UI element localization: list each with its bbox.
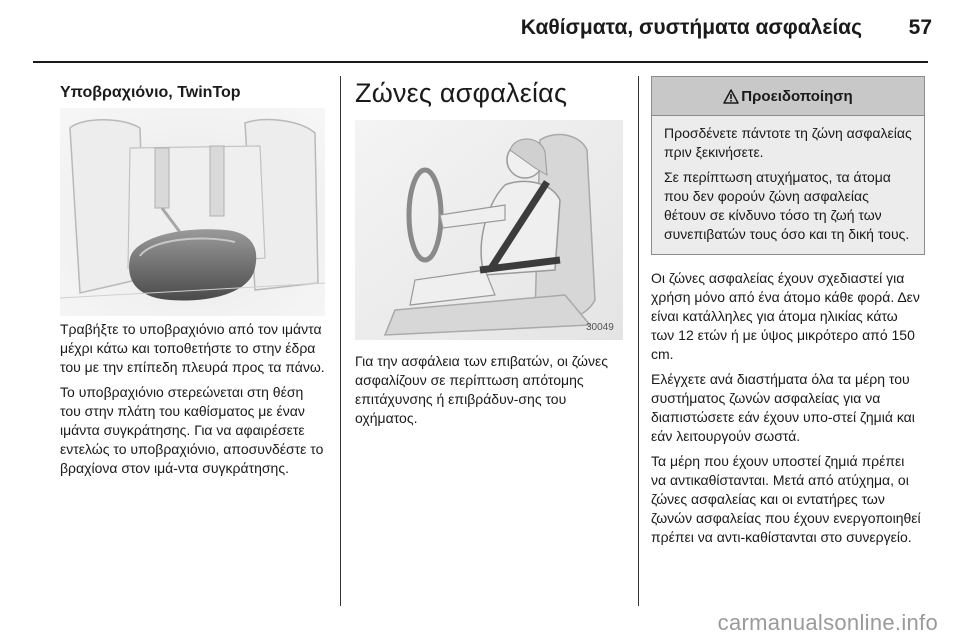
seatbelt-info-text — [651, 269, 923, 547]
page-header-title: Καθίσματα, συστήματα ασφαλείας — [520, 16, 862, 39]
warning-header — [652, 77, 924, 116]
column-armrest — [60, 76, 325, 102]
column-divider-2 — [638, 76, 639, 606]
armrest-paragraph-2: Το υποβραχιόνιο στερεώνεται στη θέση του στην πλάτη του καθίσματος με έναν ιμάντα συγκράτησης. Για να αφαιρέσετε εντελώς το υποβραχιόνιο, αποσυνδέστε το βραχίονα στον ιμά-ντα συγκράτησης. — [60, 384, 324, 476]
column-seatbelts — [355, 76, 623, 109]
warning-title: Προειδοποίηση — [741, 87, 853, 105]
seatbelts-text — [355, 352, 623, 428]
watermark: carmanualsonline.info — [717, 610, 938, 635]
info-paragraph-2: Ελέγχετε ανά διαστήματα όλα τα μέρη του συστήματος ζωνών ασφαλείας για να διαπιστώσετε εάν έχουν υπο-στεί ζημιά και εάν λειτουργούν σωστά. — [651, 371, 915, 444]
armrest-illustration — [60, 108, 325, 316]
armrest-heading: Υποβραχιόνιο, TwinTop — [60, 84, 241, 101]
info-paragraph-3: Τα μέρη που έχουν υποστεί ζημιά πρέπει να αντικαθίστανται. Μετά από ατύχημα, οι ζώνες ασφαλείας και οι εντατήρες των ζωνών ασφαλείας που έχουν ενεργοποιηθεί πρέπει να αντι-καθίστανται στο συνεργείο. — [651, 453, 921, 545]
info-paragraph-1: Οι ζώνες ασφαλείας έχουν σχεδιαστεί για χρήση μόνο από ένα άτομο κάθε φορά. Δεν είναι κατάλληλες για άτομα ηλικίας κάτω των 12 ετών ή με ύψος μικρότερο από 150 cm. — [651, 270, 920, 362]
seatbelts-heading: Ζώνες ασφαλείας — [355, 78, 568, 108]
warning-box — [651, 76, 925, 255]
warning-triangle-icon — [723, 89, 739, 104]
armrest-text — [60, 320, 325, 478]
seatbelts-paragraph: Για την ασφάλεια των επιβατών, οι ζώνες ασφαλίζουν σε περίπτωση απότομης επιτάχυνσης ή επιβράδυν-σης του οχήματος. — [355, 353, 608, 426]
column-warning — [651, 76, 923, 547]
page-number: 57 — [908, 16, 932, 39]
armrest-paragraph-1: Τραβήξτε το υποβραχιόνιο από τον ιμάντα μέχρι κάτω και τοποθετήστε το στην έδρα του με την επίπεδη πλευρά προς τα πάνω. — [60, 321, 325, 375]
column-divider-1 — [340, 76, 341, 606]
warning-body — [652, 116, 924, 254]
warning-paragraph-1: Προσδένετε πάντοτε τη ζώνη ασφαλείας πριν ξεκινήσετε. — [664, 125, 912, 160]
figure-number: 30049 — [586, 322, 614, 333]
warning-paragraph-2: Σε περίπτωση ατυχήματος, τα άτομα που δεν φορούν ζώνη ασφαλείας θέτουν σε κίνδυνο τόσο τη ζωή των συνεπιβατών τους όσο και τη δική τους. — [664, 169, 910, 242]
header-divider — [33, 61, 928, 63]
seatbelt-illustration — [355, 120, 623, 340]
